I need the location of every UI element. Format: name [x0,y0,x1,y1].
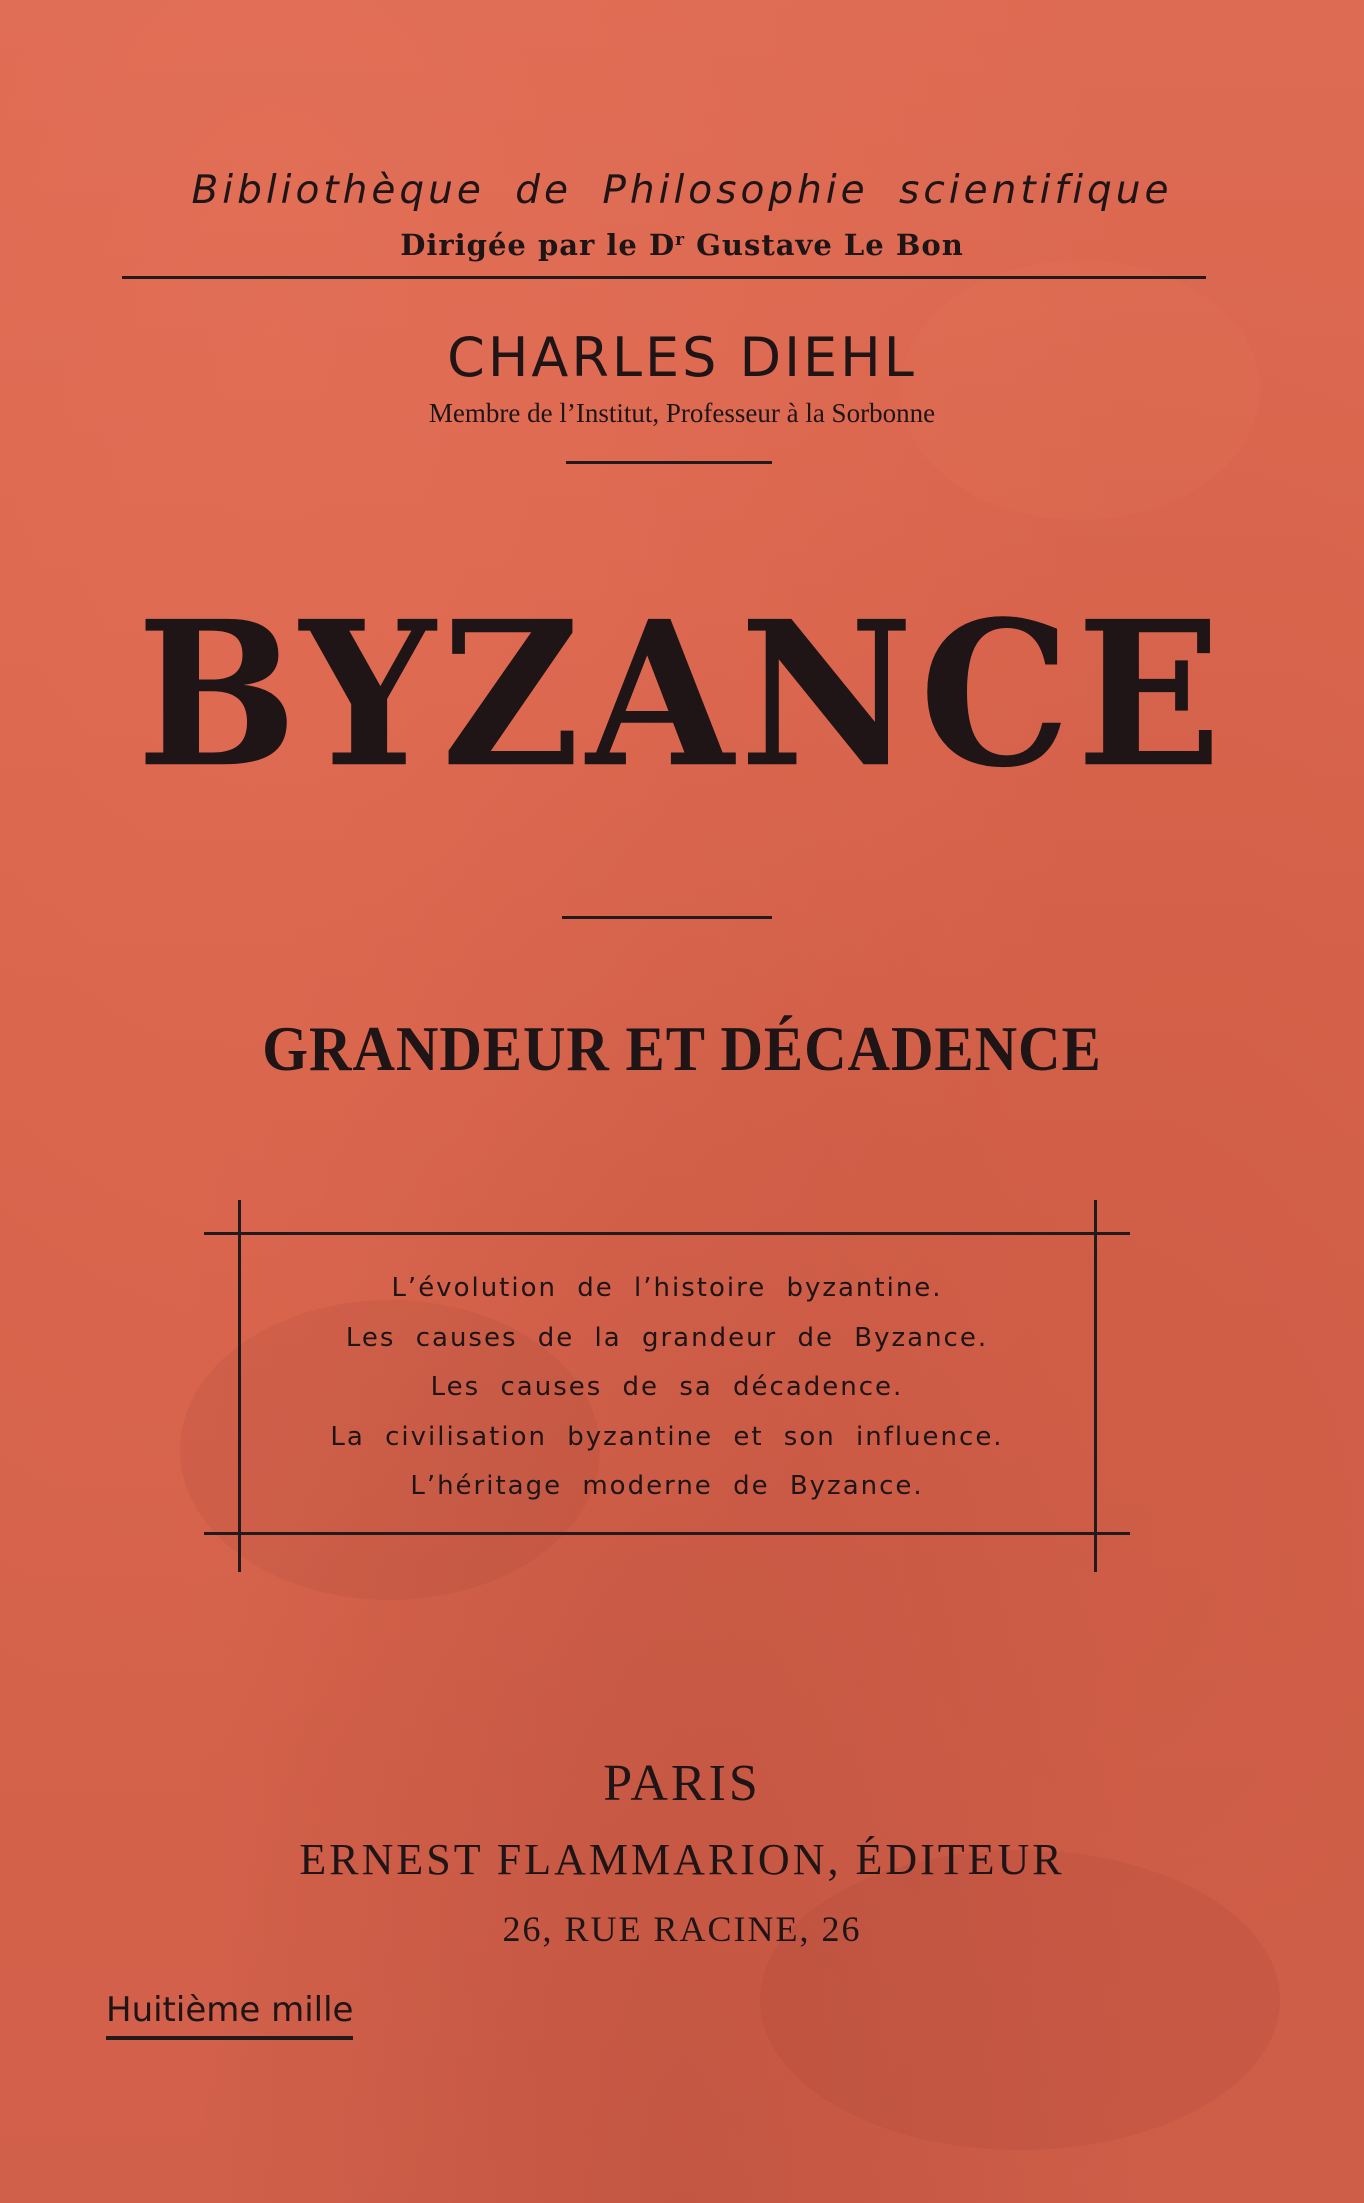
edition-label: Huitième mille [106,1990,353,2040]
header-rule [122,276,1206,279]
divider-rule [566,461,772,464]
publication-city: PARIS [603,1755,761,1812]
director-name: Gustave Le Bon [685,228,964,262]
contents-frame-top [204,1232,1130,1235]
contents-frame-right [1094,1200,1097,1572]
publisher-name: ERNEST FLAMMARION, ÉDITEUR [299,1835,1065,1884]
book-title: BYZANCE [136,577,1228,812]
director-prefix: Dirigée par le D [400,228,676,262]
book-subtitle: GRANDEUR ET DÉCADENCE [262,1013,1102,1084]
contents-item: Les causes de la grandeur de Byzance. [345,1322,989,1353]
contents-item: L’évolution de l’histoire byzantine. [391,1273,943,1303]
author-name: CHARLES DIEHL [447,326,917,389]
contents-frame-bottom [204,1532,1130,1535]
contents-list [250,1264,1084,1512]
contents-frame-left [238,1200,241,1572]
series-title: Bibliothèque de Philosophie scientifique [191,168,1173,213]
author-credentials: Membre de l’Institut, Professeur à la Sorbonne [428,398,936,428]
divider-rule [562,916,772,919]
contents-item: L’héritage moderne de Byzance. [410,1471,924,1501]
publisher-address: 26, RUE RACINE, 26 [502,1909,862,1949]
series-director [0,228,1364,262]
paper-stain [760,1850,1280,2150]
contents-item: La civilisation byzantine et son influence. [330,1421,1004,1452]
paper-stain [900,260,1260,520]
contents-item: Les causes de sa décadence. [430,1372,904,1402]
director-superscript: r [675,230,686,250]
